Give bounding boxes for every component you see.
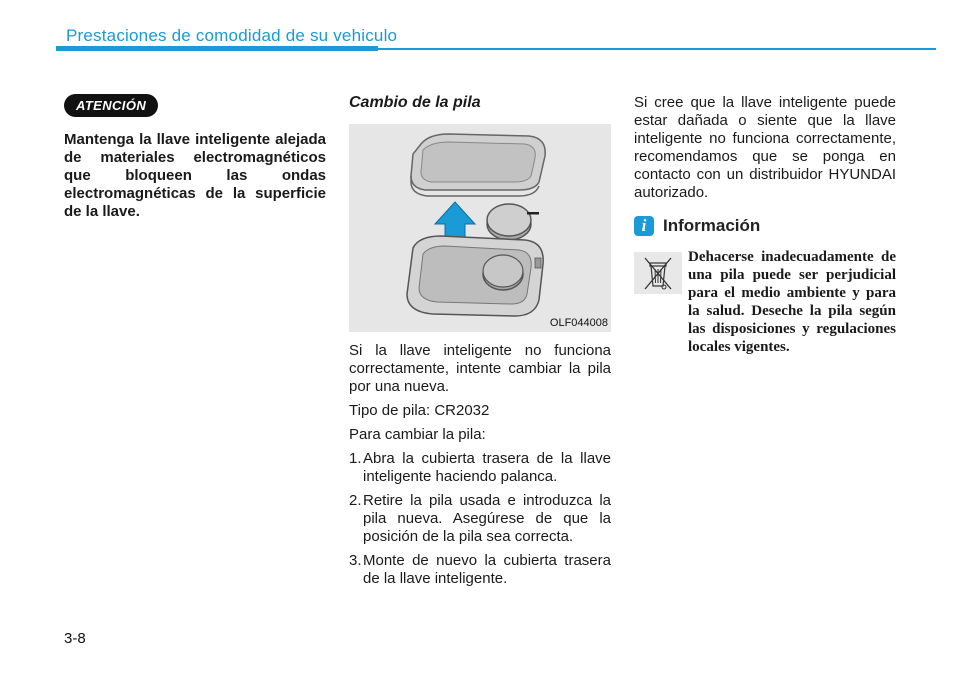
disposal-info-text: Dehacerse inadecuadamente de una pila puede ser perjudicial para el medio ambiente y para la salud. Deseche la pila según las disposiciones y regulaciones locales vigentes. [688,249,896,355]
recycle-bin-drawing [640,254,676,292]
attention-text: Mantenga la llave inteligente alejada de materiales electromagnéticos que bloqueen las ondas electromagnéticas de la superficie de la llave. [64,131,326,220]
battery-heading: Cambio de la pila [349,94,481,111]
list-item-number: 3. [349,552,362,569]
list-item-text: Abra la cubierta trasera de la llave inteligente haciendo palanca. [363,450,611,485]
smart-key-drawing [349,124,611,332]
smart-key-battery-illustration [349,124,611,332]
dealer-advice-paragraph: Si cree que la llave inteligente puede estar dañada o siente que la llave inteligente no funciona correctamente, recomendamos que se ponga en contacto con un distribuidor HYUNDAI autorizado. [634,94,896,201]
info-body [634,248,896,356]
list-item [349,552,611,588]
image-reference-code: OLF044008 [549,317,608,329]
list-item-number: 2. [349,492,362,509]
info-column [634,94,896,356]
header-accent-bar [56,46,378,51]
list-item [349,492,611,546]
battery-column [349,94,611,588]
section-title: Prestaciones de comodidad de su vehiculo [66,26,398,45]
battery-steps-intro: Para cambiar la pila: [349,426,486,443]
info-title: Información [663,216,761,235]
list-item-text: Retire la pila usada e introduzca la pila nueva. Asegúrese de que la posición de la pila sea correcta. [363,492,611,545]
attention-badge: ATENCIÓN [64,94,158,117]
attention-column [64,94,326,221]
list-item [349,450,611,486]
list-item-number: 1. [349,450,362,467]
battery-type-line: Tipo de pila: CR2032 [349,402,490,419]
info-icon: i [634,216,654,236]
battery-intro-paragraph: Si la llave inteligente no funciona correctamente, intente cambiar la pila por una nueva. [349,342,611,395]
crossed-out-bin-icon [634,252,682,294]
info-heading [634,216,896,236]
list-item-text: Monte de nuevo la cubierta trasera de la llave inteligente. [363,552,611,587]
page-number: 3-8 [64,630,86,647]
